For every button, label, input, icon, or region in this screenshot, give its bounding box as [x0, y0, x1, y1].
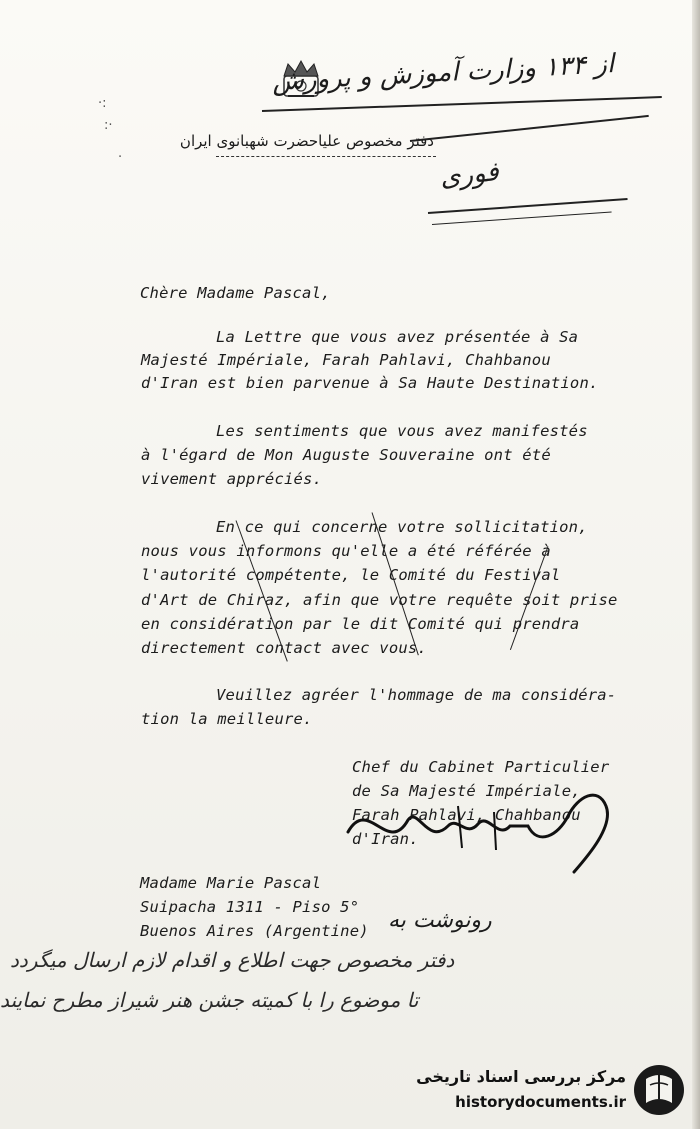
- signature-block-line: de Sa Majesté Impériale,: [352, 782, 581, 800]
- watermark-url: historydocuments.ir: [455, 1093, 626, 1111]
- paragraph2-line: vivement appréciés.: [141, 470, 323, 488]
- signature-block-line: d'Iran.: [352, 830, 419, 848]
- closing-line: tion la meilleure.: [141, 710, 313, 728]
- recipient-line: Suipacha 1311 - Piso 5°: [140, 898, 360, 916]
- handwritten-signature: [338, 776, 638, 876]
- paragraph2-line: Les sentiments que vous avez manifestés: [216, 422, 588, 440]
- recipient-line: Madame Marie Pascal: [140, 874, 322, 892]
- paragraph3-line: en considération par le dit Comité qui prendra: [141, 615, 580, 633]
- paragraph3-line: nous vous informons qu'elle a été référée à: [141, 542, 551, 560]
- paragraph1-line: d'Iran est bien parvenue à Sa Haute Destination.: [141, 374, 599, 392]
- persian-annotation: رونوشت به: [388, 908, 492, 933]
- paragraph3-line: directement contact avec vous.: [141, 639, 427, 657]
- salutation: Chère Madame Pascal,: [140, 284, 331, 302]
- archive-logo-icon: [632, 1063, 686, 1117]
- signature-block-line: Farah Pahlavi, Chahbanou: [352, 806, 581, 824]
- closing-line: Veuillez agréer l'hommage de ma considéra-: [216, 686, 617, 704]
- underline-stroke: [432, 211, 612, 225]
- margin-mark: ·:: [98, 96, 107, 111]
- underline-stroke: [410, 115, 649, 142]
- persian-annotation: دفتر مخصوص جهت اطلاع و اقدام لازم ارسال میگردد: [10, 948, 455, 972]
- signature-block-line: Chef du Cabinet Particulier: [352, 758, 610, 776]
- watermark-title: مرکز بررسی اسناد تاریخی: [416, 1067, 626, 1086]
- paragraph1-line: Majesté Impériale, Farah Pahlavi, Chahbanou: [141, 351, 551, 369]
- paragraph3-line: l'autorité compétente, le Comité du Festival: [141, 566, 561, 584]
- paragraph1-line: La Lettre que vous avez présentée à Sa: [216, 328, 579, 346]
- margin-mark: ·: [118, 150, 123, 165]
- persian-office-header: دفتر مخصوص علیاحضرت شهبانوی ایران: [179, 132, 434, 150]
- paragraph3-line: En ce qui concerne votre sollicitation,: [216, 518, 588, 536]
- paragraph2-line: à l'égard de Mon Auguste Souveraine ont été: [141, 446, 551, 464]
- margin-mark: :·: [104, 118, 113, 133]
- persian-date-handwriting: فوری: [438, 157, 501, 193]
- persian-annotation: تا موضوع را با کمیته جشن هنر شیراز مطرح نمایند: [0, 988, 419, 1012]
- paragraph3-line: d'Art de Chiraz, afin que votre requête soit prise: [141, 591, 618, 609]
- header-rule: [216, 156, 436, 157]
- recipient-line: Buenos Aires (Argentine): [140, 922, 369, 940]
- persian-reference-handwriting: از ۱۳۴ وزارت آموزش و پرورش: [271, 49, 615, 97]
- archive-watermark: [388, 1059, 688, 1123]
- page-edge-shadow: [692, 0, 700, 1129]
